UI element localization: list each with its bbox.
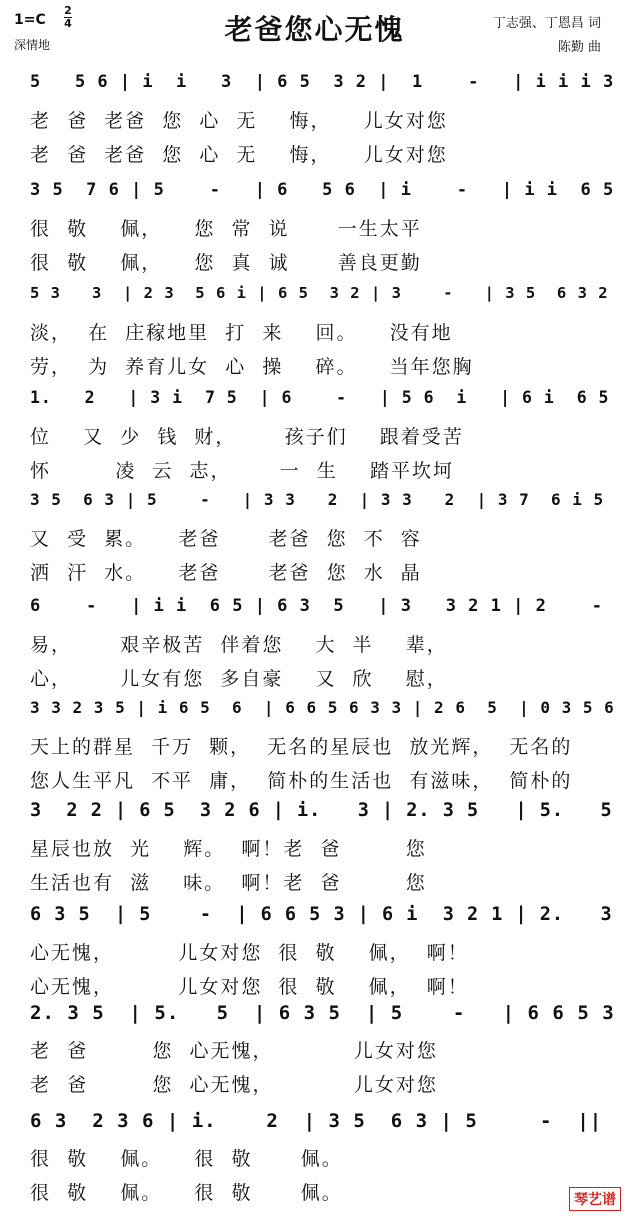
- lyric-verse-1: 天上的群星 千万 颗， 无名的星辰也 放光辉， 无名的: [30, 736, 573, 758]
- lyric-verse-2: 劳， 为 养育儿女 心 操 碎。 当年您胸: [30, 356, 474, 378]
- lyric-verse-1: 老 爸 老爸 您 心 无 悔， 儿女对您: [30, 110, 448, 132]
- lyric-verse-1: 位 又 少 钱 财， 孩子们 跟着受苦: [30, 426, 464, 448]
- music-system: [0, 1098, 629, 1223]
- notation-line: 6 3 2 3 6 | i. 2 | 3 5 6 3 | 5 - ||: [30, 1110, 603, 1132]
- lyric-verse-2: 心， 儿女有您 多自豪 又 欣 慰，: [30, 668, 448, 690]
- lyric-verse-1: 淡， 在 庄稼地里 打 来 回。 没有地: [30, 322, 453, 344]
- composer-credit: 陈勤 曲: [557, 40, 601, 55]
- notation-line: 5 3 3 | 2 3 5 6 i | 6 5 3 2 | 3 - | 3 5 6 3 2: [30, 284, 609, 302]
- music-system: [0, 990, 629, 1115]
- music-system: [0, 60, 629, 185]
- lyric-verse-1: 很 敬 佩， 您 常 说 一生太平: [30, 218, 422, 240]
- lyric-verse-2: 洒 汗 水。 老爸 老爸 您 水 晶: [30, 562, 422, 584]
- notation-line: 2. 3 5 | 5. 5 | 6 3 5 | 5 - | 6 6 5 3: [30, 1002, 615, 1024]
- lyric-verse-1: 星辰也放 光 辉。 啊！老 爸 您: [30, 838, 427, 860]
- lyric-verse-1: 老 爸 您 心无愧， 儿女对您: [30, 1040, 438, 1062]
- notation-line: 6 - | i i 6 5 | 6 3 5 | 3 3 2 1 | 2 -: [30, 596, 603, 616]
- lyric-verse-2: 很 敬 佩， 您 真 诚 善良更勤: [30, 252, 422, 274]
- notation-line: 6 3 5 | 5 - | 6 6 5 3 | 6 i 3 2 1 | 2. 3: [30, 904, 613, 925]
- lyric-verse-2: 您人生平凡 不平 庸， 简朴的生活也 有滋味， 简朴的: [30, 770, 573, 792]
- lyric-verse-2: 老 爸 您 心无愧， 儿女对您: [30, 1074, 438, 1096]
- song-title: 老爸您心无愧: [224, 13, 405, 46]
- lyric-verse-1: 又 受 累。 老爸 老爸 您 不 容: [30, 528, 422, 550]
- notation-line: 3 3 2 3 5 | i 6 5 6 | 6 6 5 6 3 3 | 2 6 5 | 0 3 5 6: [30, 698, 615, 717]
- notation-line: 3 5 6 3 | 5 - | 3 3 2 | 3 3 2 | 3 7 6 i 5: [30, 490, 605, 509]
- lyric-verse-2: 老 爸 老爸 您 心 无 悔， 儿女对您: [30, 144, 448, 166]
- notation-line: 3 2 2 | 6 5 3 2 6 | i. 3 | 2. 3 5 | 5. 5: [30, 800, 613, 821]
- time-signature-bottom: 4: [64, 17, 72, 30]
- tempo-mood: 深情地: [14, 38, 51, 52]
- lyric-verse-1: 易， 艰辛极苦 伴着您 大 半 辈，: [30, 634, 448, 656]
- key-signature: 1=C: [14, 12, 46, 28]
- lyric-verse-2: 生活也有 滋 味。 啊！老 爸 您: [30, 872, 427, 894]
- lyric-verse-2: 心无愧， 儿女对您 很 敬 佩， 啊！: [30, 976, 469, 998]
- lyric-verse-1: 心无愧， 儿女对您 很 敬 佩， 啊！: [30, 942, 469, 964]
- notation-line: 1. 2 | 3 i 7 5 | 6 - | 5 6 i | 6 i 6 5: [30, 388, 610, 407]
- lyric-verse-1: 很 敬 佩。 很 敬 佩。: [30, 1148, 343, 1170]
- lyric-verse-2: 怀 凌 云 志， 一 生 踏平坎坷: [30, 460, 454, 482]
- notation-line: 5 5 6 | i i 3 | 6 5 3 2 | 1 - | i i i 3: [30, 72, 615, 92]
- notation-line: 3 5 7 6 | 5 - | 6 5 6 | i - | i i 6 5: [30, 180, 615, 200]
- lyricist-credit: 丁志强、丁恩昌 词: [492, 16, 601, 31]
- lyric-verse-2: 很 敬 佩。 很 敬 佩。: [30, 1182, 343, 1204]
- time-signature: [64, 6, 72, 29]
- time-signature-top: 2: [64, 4, 72, 17]
- watermark-logo: 琴艺谱: [569, 1187, 621, 1211]
